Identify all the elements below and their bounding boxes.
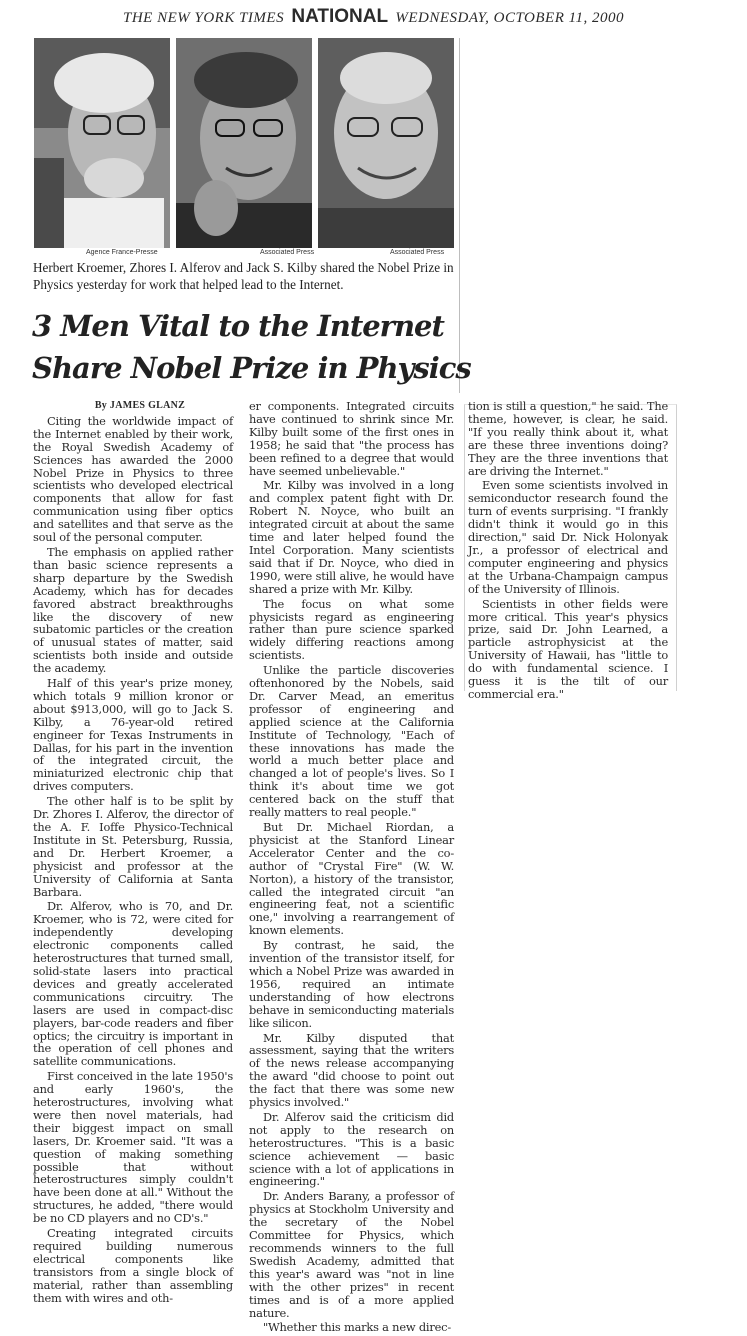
headline-line-2: Share Nobel Prize in Physics (32, 351, 471, 385)
article-column-1 (33, 400, 233, 1307)
paragraph: The focus on what some physicists regard as engineering rather than pure science sparked widely differing reactions among scientists. (249, 596, 454, 663)
byline: By JAMES GLANZ (94, 400, 186, 411)
photo-kroemer (34, 38, 170, 248)
paragraph: But Dr. Michael Riordan, a physicist at the Stanford Linear Accelerator Center and the co-author of "Crystal Fire" (W. W. Norton), a history of the transistor, called the integrated circuit "an engineering feat, not a scientific one," involving a rearrangement of known elements. (249, 820, 454, 938)
photo-credit-1: Agence France-Presse (86, 249, 158, 256)
headline (32, 305, 471, 389)
paragraph: "Whether this marks a new direc- (263, 1320, 451, 1335)
paragraph: Even some scientists involved in semiconductor research found the turn of events surprising. "I frankly didn't think it would go in this direction," said Dr. Nick Holonyak Jr., a professor of electrical and computer engineering and physics at the Urbana-Champaign campus of the University of Illinois. (468, 478, 668, 596)
paragraph: Mr. Kilby was involved in a long and complex patent fight with Dr. Robert N. Noyce, who built an integrated circuit at about the same time and later helped found the Intel Corporation. Many scientists said that if Dr. Noyce, who died in 1990, were still alive, he would have shared a prize with Mr. Kilby. (249, 478, 454, 596)
paragraph: The other half is to be split by Dr. Zhores I. Alferov, the director of the A. F. Ioffe Physico-Technical Institute in St. Petersburg, Russia, and Dr. Herbert Kroemer, a physicist and professor at the University of California at Santa Barbara. (33, 794, 233, 899)
article-column-2 (249, 400, 454, 1336)
paragraph-continued: er components. Integrated circuits have continued to shrink since Mr. Kilby built some of the first ones in 1958; he said that "the process has been refined to a degree that would have seemed unbelievable." (249, 399, 454, 478)
photo-caption: Herbert Kroemer, Zhores I. Alferov and Jack S. Kilby shared the Nobel Prize in Physics yesterday for work that helped lead to the Internet. (33, 260, 454, 292)
photo-kilby (318, 38, 454, 248)
paragraph: Mr. Kilby disputed that assessment, saying that the writers of the news release accompanying the award "did choose to point out the fact that there was some new physics involved." (249, 1030, 454, 1110)
paragraph: Dr. Alferov, who is 70, and Dr. Kroemer, who is 72, were cited for independently developing electronic components called heterostructures that turned small, solid-state lasers into practical devices and greatly accelerated communications circuitry. The lasers are used in compact-disc players, bar-code readers and fiber optics; the circuitry is important in the operation of cell phones and satellite communications. (33, 899, 233, 1069)
photo-credit-3: Associated Press (390, 249, 445, 256)
paragraph: The emphasis on applied rather than basic science represents a sharp departure by the Swedish Academy, which has for decades favored abstract breakthroughs like the discovery of new subatomic particles or the creation of unusual states of matter, said scientists both inside and outside the academy. (33, 544, 233, 676)
paragraph: By contrast, he said, the invention of the transistor itself, for which a Nobel Prize was awarded in 1956, required an intimate understanding of how electrons behave in semiconducting materials like silicon. (249, 938, 454, 1030)
paragraph: Half of this year's prize money, which totals 9 million kronor or about $913,000, will go to Jack S. Kilby, a 76-year-old retired engineer for Texas Instruments in Dallas, for his part in the invention of the integrated circuit, the miniaturized electronic chip that drives computers. (33, 676, 233, 794)
article-column-3 (468, 400, 668, 703)
paragraph: Citing the worldwide impact of the Internet enabled by their work, the Royal Swedish Academy of Sciences has awarded the 2000 Nobel Prize in Physics to three scientists who developed electrical components that allow for fast communication using fiber optics and satellites and that serve as the soul of the personal computer. (33, 413, 233, 545)
paragraph: Creating integrated circuits required building numerous electrical components like transistors from a single block of material, rather than assembling them with wires and oth- (33, 1226, 233, 1305)
paragraph: Scientists in other fields were more critical. This year's physics prize, said Dr. John Learned, a particle astrophysicist at the University of Hawaii, has "little to do with fundamental science. I guess it is the tilt of our commercial era." (468, 596, 668, 701)
page-header (0, 6, 747, 32)
paragraph: Dr. Anders Barany, a professor of physics at Stockholm University and the secretary of the Nobel Committee for Physics, which recommends winners to the full Swedish Academy, admitted that this year's award was "not in line with the other prizes" in recent times and is of a more applied nature. (249, 1189, 454, 1320)
paragraph: Unlike the particle discoveries oftenhonored by the Nobels, said Dr. Carver Mead, an emeritus professor of engineering and applied science at the California Institute of Technology, "Each of these innovations has made the world a much better place and changed a lot of people's lives. So I think it's about time we got centered back on the stuff that really matters to real people." (249, 663, 454, 820)
photo-strip (34, 38, 454, 258)
photo-credit-2: Associated Press (260, 249, 315, 256)
paragraph: First conceived in the late 1950's and early 1960's, the heterostructures, involving what were then novel materials, had their biggest impact on small lasers, Dr. Kroemer said. "It was a question of making something possible that without heterostructures simply couldn't have been done at all." Without the structures, he added, "there would be no CD players and no CD's." (33, 1069, 233, 1226)
newspaper-name: THE NEW YORK TIMES (123, 10, 285, 26)
paragraph-continued: tion is still a question," he said. The theme, however, is clear, he said. "If you really think about it, what are these three inventions doing? They are the three inventions that are driving the Internet." (468, 399, 668, 478)
section-name: NATIONAL (291, 6, 389, 27)
photo-alferov (176, 38, 312, 248)
headline-line-1: 3 Men Vital to the Internet (32, 309, 444, 343)
issue-date: WEDNESDAY, OCTOBER 11, 2000 (395, 10, 624, 26)
paragraph: Dr. Alferov said the criticism did not apply to the research on heterostructures. "This is a basic science achievement — basic science with a lot of applications in engineering." (249, 1109, 454, 1189)
